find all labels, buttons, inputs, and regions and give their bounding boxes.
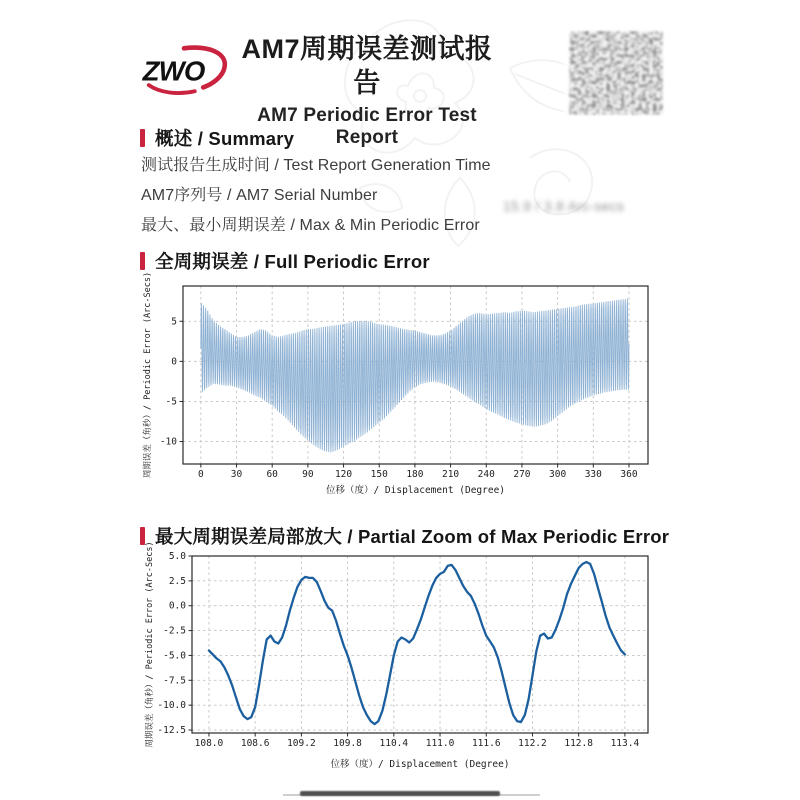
summary-row-serial-number: AM7序列号 / AM7 Serial Number xyxy=(141,187,378,204)
svg-text:位移（度）/ Displacement (Degree): 位移（度）/ Displacement (Degree) xyxy=(325,485,506,496)
zwo-logo-text: ZWO xyxy=(142,55,205,87)
svg-text:30: 30 xyxy=(230,469,243,480)
svg-text:112.8: 112.8 xyxy=(564,738,593,749)
report-title-zh: AM7周期误差测试报告 xyxy=(241,34,493,98)
max-min-pe-value-redacted: 15.9 / 3.8 Arc-secs xyxy=(503,199,625,214)
svg-text:-7.5: -7.5 xyxy=(163,675,186,687)
svg-text:60: 60 xyxy=(266,469,278,480)
svg-text:0: 0 xyxy=(197,469,204,480)
svg-text:-5: -5 xyxy=(165,396,177,408)
svg-text:300: 300 xyxy=(549,469,567,480)
svg-text:周期误差（角秒）/ Periodic Error (Arc-: 周期误差（角秒）/ Periodic Error (Arc-Secs) xyxy=(143,271,153,479)
svg-text:周期误差（角秒）/ Periodic Error (Arc-: 周期误差（角秒）/ Periodic Error (Arc-Secs) xyxy=(145,541,155,748)
zwo-logo xyxy=(138,42,230,96)
svg-text:0: 0 xyxy=(171,356,177,368)
red-accent-bar xyxy=(140,129,145,147)
svg-text:5.0: 5.0 xyxy=(168,551,186,562)
svg-text:240: 240 xyxy=(477,469,495,480)
svg-text:-2.5: -2.5 xyxy=(163,625,186,637)
svg-text:2.5: 2.5 xyxy=(168,575,186,587)
section-full-pe-heading xyxy=(140,248,430,274)
svg-text:5: 5 xyxy=(171,316,177,328)
svg-text:120: 120 xyxy=(334,469,353,480)
qr-code xyxy=(564,28,668,118)
svg-text:109.8: 109.8 xyxy=(333,738,362,749)
svg-text:108.0: 108.0 xyxy=(194,738,224,749)
svg-text:-5.0: -5.0 xyxy=(163,650,186,662)
svg-text:360: 360 xyxy=(620,469,638,480)
svg-text:109.2: 109.2 xyxy=(287,738,316,749)
full-periodic-error-chart xyxy=(135,271,660,502)
svg-text:113.4: 113.4 xyxy=(610,738,640,749)
svg-text:111.6: 111.6 xyxy=(471,738,501,749)
summary-row-max-min-pe: 最大、最小周期误差 / Max & Min Periodic Error xyxy=(141,217,480,234)
partial-zoom-chart xyxy=(135,541,660,780)
svg-text:150: 150 xyxy=(370,469,388,480)
section-summary-heading xyxy=(140,125,294,151)
svg-text:270: 270 xyxy=(513,469,531,480)
svg-text:0.0: 0.0 xyxy=(168,600,186,612)
summary-heading-label: 概述 / Summary xyxy=(155,128,295,149)
svg-text:111.0: 111.0 xyxy=(425,738,455,749)
summary-row-generation-time: 测试报告生成时间 / Test Report Generation Time xyxy=(141,157,491,174)
svg-text:-12.5: -12.5 xyxy=(157,725,186,737)
svg-text:-10: -10 xyxy=(159,436,177,448)
svg-text:-10.0: -10.0 xyxy=(157,700,186,712)
svg-text:330: 330 xyxy=(584,469,602,480)
svg-text:90: 90 xyxy=(302,469,314,480)
full-pe-heading-label: 全周期误差 / Full Periodic Error xyxy=(155,251,430,272)
report-title-en: AM7 Periodic Error Test Report xyxy=(257,104,477,148)
svg-text:210: 210 xyxy=(441,469,460,480)
red-accent-bar xyxy=(140,252,145,270)
svg-text:112.2: 112.2 xyxy=(518,738,547,749)
partial-zoom-heading-label: 最大周期误差局部放大 / Partial Zoom of Max Periodic Error xyxy=(155,526,670,547)
svg-text:180: 180 xyxy=(406,469,424,480)
svg-text:108.6: 108.6 xyxy=(240,738,270,749)
svg-text:位移（度）/ Displacement (Degree): 位移（度）/ Displacement (Degree) xyxy=(330,759,510,770)
next-page-edge-bar xyxy=(300,791,500,796)
svg-text:110.4: 110.4 xyxy=(379,738,409,749)
